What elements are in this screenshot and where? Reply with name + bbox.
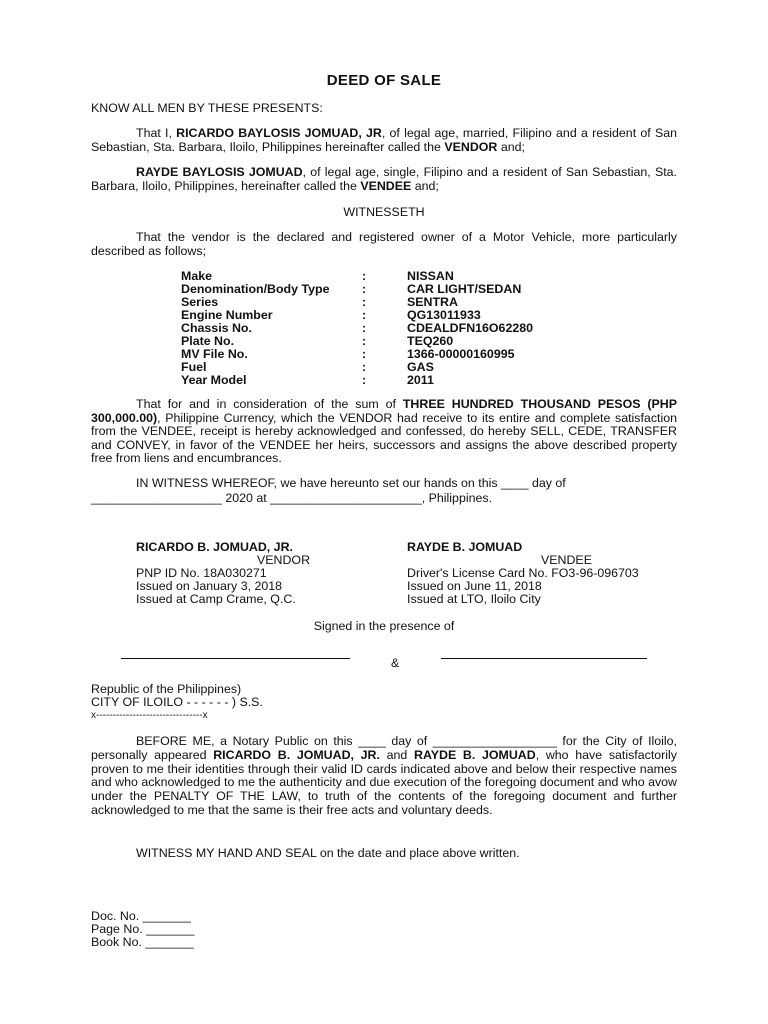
vendor-id-number: PNP ID No. 18A030271	[136, 566, 267, 580]
vendor-signature-block	[136, 541, 310, 606]
vendee-id-issue-place: Issued at LTO, Iloilo City	[407, 592, 541, 606]
spec-label: Denomination/Body Type	[181, 282, 330, 296]
spec-value: TEQ260	[407, 334, 454, 348]
notary-body: , who have satisfactorily proven to me their identities through their valid ID cards indicated above and below their respective names and who acknowledged to me the authenticity and due execution of the foregoing document and who avow under the PENALTY OF THE LAW, to truth of the contents of the foregoing document and further acknowledged to me that the same is their free acts and voluntary deeds.	[91, 747, 677, 817]
spec-value: CAR LIGHT/SEDAN	[407, 282, 522, 296]
spec-colon: :	[362, 282, 367, 296]
spec-value: QG13011933	[407, 308, 481, 322]
witness-signature-line-1	[121, 658, 350, 659]
witness-line-1: IN WITNESS WHEREOF, we have hereunto set our hands on this ____ day of	[136, 476, 566, 490]
venue-divider: x--------------------------------x	[91, 710, 208, 721]
notary-appearer-2: RAYDE B. JOMUAD	[414, 747, 536, 762]
vendee-paragraph	[91, 166, 677, 193]
doc-number: Doc. No. _______	[91, 909, 191, 923]
book-number: Book No. _______	[91, 935, 194, 949]
spec-colon: :	[362, 308, 367, 322]
spec-label: Engine Number	[181, 308, 273, 322]
document-title: DEED OF SALE	[326, 72, 442, 89]
spec-label: Year Model	[181, 373, 247, 387]
spec-value: SENTRA	[407, 295, 458, 309]
venue-country: Republic of the Philippines)	[91, 682, 242, 696]
spec-value: 1366-00000160995	[407, 347, 515, 361]
presence-line: Signed in the presence of	[313, 619, 455, 633]
spec-value: 2011	[407, 373, 434, 387]
vendor-lead: That I,	[136, 126, 177, 140]
spec-label: Fuel	[181, 360, 207, 374]
spec-value: CDEALDFN16O62280	[407, 321, 534, 335]
vendor-role: VENDOR	[444, 139, 498, 154]
spec-colon: :	[362, 334, 367, 348]
vehicle-intro-text: That the vendor is the declared and registered owner of a Motor Vehicle, more particularly described as follows;	[91, 230, 677, 258]
ampersand: &	[391, 656, 400, 670]
venue-block	[91, 683, 263, 722]
consideration-amount: THREE HUNDRED THOUSAND PESOS (PHP 300,000.00)	[91, 397, 677, 425]
vendee-description: , of legal age, single, Filipino and a resident of San Sebastian, Sta. Barbara, Iloilo, Philippines, hereinafter called the	[91, 165, 677, 193]
vendor-paragraph	[91, 127, 677, 154]
witness-signature-line-2	[441, 658, 647, 659]
notary-and: and	[379, 747, 414, 762]
vendor-tail: and;	[497, 139, 525, 154]
spec-colon: :	[362, 295, 367, 309]
vendor-signatory-name: RICARDO B. JOMUAD, JR.	[136, 540, 293, 554]
notary-lead: BEFORE ME, a Notary Public on this ____ day of __________________ for the City of Iloilo, personally appeared	[91, 734, 677, 762]
vendor-id-issue-place: Issued at Camp Crame, Q.C.	[136, 592, 296, 606]
notarial-register-block	[91, 910, 194, 949]
spec-label: Chassis No.	[181, 321, 252, 335]
vendee-role: VENDEE	[360, 178, 412, 193]
vendee-full-name: RAYDE BAYLOSIS JOMUAD	[136, 165, 303, 179]
vendor-full-name: RICARDO BAYLOSIS JOMUAD, JR	[176, 126, 382, 140]
witness-paragraph	[91, 477, 677, 491]
spec-colon: :	[362, 321, 367, 335]
spec-colon: :	[362, 360, 367, 374]
venue-city: CITY OF ILOILO - - - - - - ) S.S.	[91, 695, 263, 709]
seal-line: WITNESS MY HAND AND SEAL on the date and place above written.	[136, 846, 520, 860]
vendor-signatory-role: VENDOR	[257, 553, 311, 567]
vendor-id-issue-date: Issued on January 3, 2018	[136, 579, 283, 593]
page-number: Page No. _______	[91, 922, 195, 936]
spec-value: NISSAN	[407, 269, 454, 283]
spec-label: Make	[181, 269, 212, 283]
spec-label: MV File No.	[181, 347, 248, 361]
spec-colon: :	[362, 269, 367, 283]
vendee-signature-block	[407, 541, 639, 606]
consideration-lead: That for and in consideration of the sum of	[136, 397, 403, 411]
notary-appearer-1: RICARDO B. JOMUAD, JR.	[213, 747, 380, 762]
witnesseth-heading: WITNESSETH	[343, 205, 425, 219]
vendee-tail: and;	[411, 178, 439, 193]
vendee-signatory-name: RAYDE B. JOMUAD	[407, 540, 523, 554]
consideration-paragraph	[91, 398, 677, 466]
spec-colon: :	[362, 347, 367, 361]
spec-value: GAS	[407, 360, 434, 374]
vendor-description: , of legal age, married, Filipino and a resident of San Sebastian, Sta. Barbara, Iloilo, Philippines hereinafter called the	[91, 126, 677, 154]
vehicle-paragraph	[91, 231, 677, 258]
vendee-id-issue-date: Issued on June 11, 2018	[407, 579, 542, 593]
witness-line-2: ___________________ 2020 at ______________________, Philippines.	[91, 491, 493, 505]
notary-paragraph	[91, 735, 677, 818]
spec-label: Plate No.	[181, 334, 235, 348]
intro-line: KNOW ALL MEN BY THESE PRESENTS:	[91, 101, 323, 115]
spec-label: Series	[181, 295, 219, 309]
vendee-id-number: Driver's License Card No. FO3-96-096703	[407, 566, 639, 580]
spec-colon: :	[362, 373, 367, 387]
consideration-terms: , Philippine Currency, which the VENDOR had receive to its entire and complete satisfaction from the VENDEE, receipt is hereby acknowledged and confessed, do hereby SELL, CEDE, TRANSFER and CONVEY, in favor of the VENDEE her heirs, successors and assigns the above described property free from liens and encumbrances.	[91, 410, 677, 466]
vendee-signatory-role: VENDEE	[541, 553, 592, 567]
